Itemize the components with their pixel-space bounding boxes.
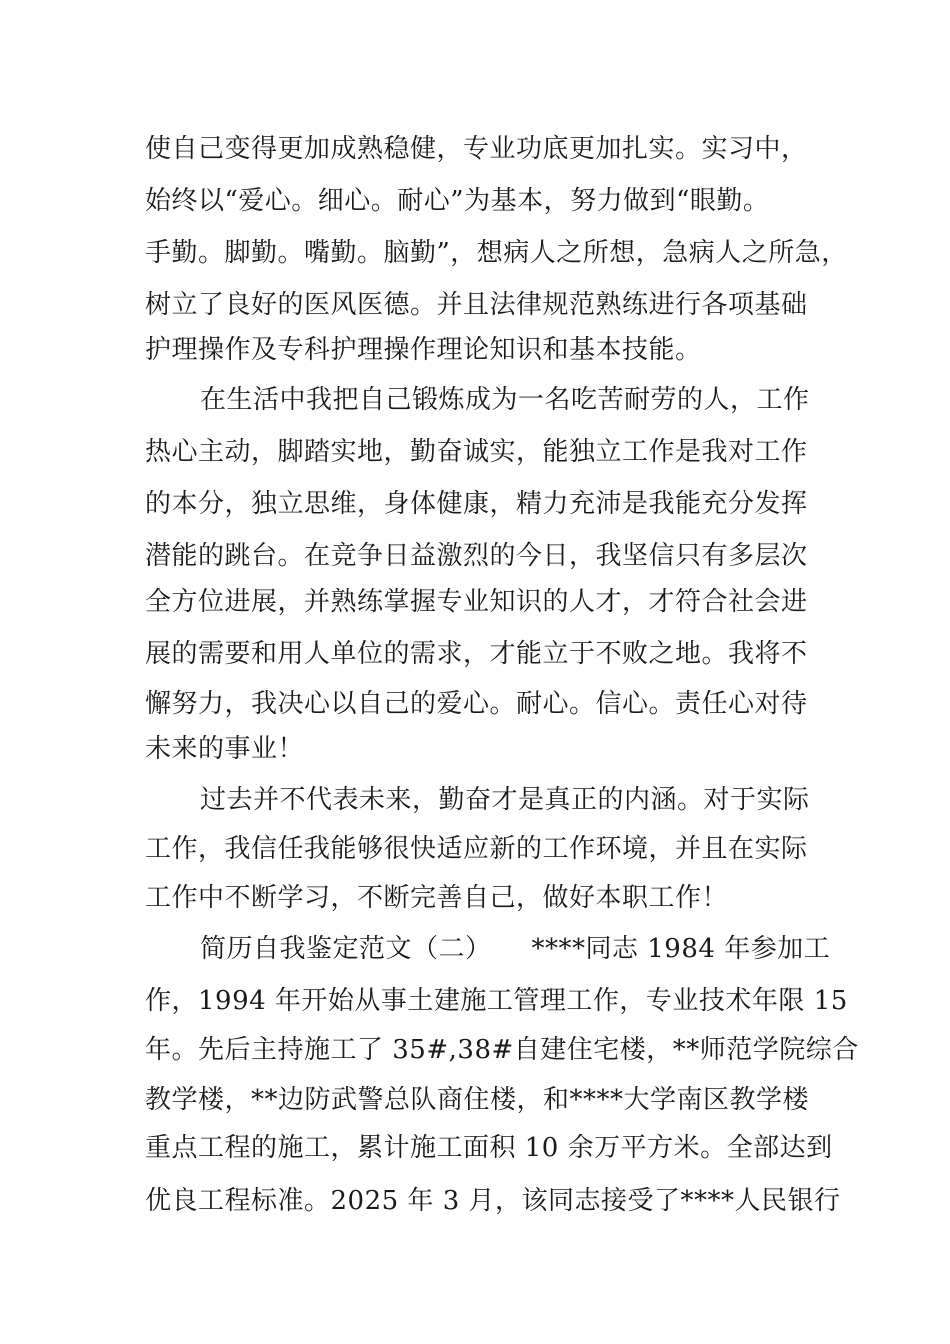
text-line: 懈努力，我决心以自己的爱心。耐心。信心。责任心对待 [145,689,808,719]
text-line: 作，1994 年开始从事土建施工管理工作，专业技术年限 15 [145,986,848,1016]
text-line: 始终以“爱心。细心。耐心”为基本，努力做到“眼勤。 [145,186,770,216]
text-line: 教学楼，**边防武警总队商住楼，和****大学南区教学楼 [145,1085,810,1115]
text-line: 优良工程标准。2025 年 3 月，该同志接受了****人民银行 [145,1186,841,1216]
text-line: 全方位进展，并熟练掌握专业知识的人才，才符合社会进 [145,587,808,617]
paragraph-first-line: 在生活中我把自己锻炼成为一名吃苦耐劳的人，工作 [200,385,810,415]
section-heading-line: 简历自我鉴定范文（二） ****同志 1984 年参加工 [200,934,831,964]
text-line: 年。先后主持施工了 35#,38#自建住宅楼，**师范学院综合 [145,1035,859,1065]
text-line: 工作，我信任我能够很快适应新的工作环境，并且在实际 [145,834,808,864]
text-line: 潜能的跳台。在竞争日益激烈的今日，我坚信只有多层次 [145,541,808,571]
text-line: 树立了良好的医风医德。并且法律规范熟练进行各项基础 [145,290,808,320]
text-line: 护理操作及专科护理操作理论知识和基本技能。 [145,335,702,365]
text-line: 热心主动，脚踏实地，勤奋诚实，能独立工作是我对工作 [145,437,808,467]
text-line: 手勤。脚勤。嘴勤。脑勤”，想病人之所想，急病人之所急， [145,238,848,268]
text-line: 工作中不断学习，不断完善自己，做好本职工作！ [145,883,729,913]
text-line: 未来的事业！ [145,734,305,764]
paragraph-first-line: 过去并不代表未来，勤奋才是真正的内涵。对于实际 [200,785,810,815]
text-line: 的本分，独立思维，身体健康，精力充沛是我能充分发挥 [145,489,808,519]
text-line: 展的需要和用人单位的需求，才能立于不败之地。我将不 [145,639,808,669]
text-line: 重点工程的施工，累计施工面积 10 余万平方米。全部达到 [145,1133,833,1163]
text-line: 使自己变得更加成熟稳健，专业功底更加扎实。实习中， [145,134,808,164]
